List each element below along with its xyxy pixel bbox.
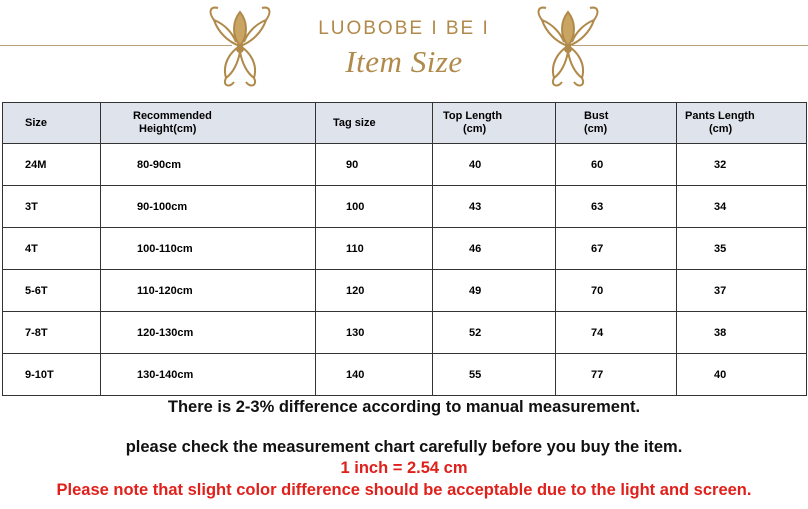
page-title: Item Size xyxy=(345,44,463,79)
check-chart-note: please check the measurement chart carefully before you buy the item. xyxy=(125,438,683,456)
table-row xyxy=(3,354,807,396)
cell-height: 80-90cm xyxy=(101,144,316,186)
column-header-pants-length: Pants Length (cm) xyxy=(677,103,807,144)
table-row xyxy=(3,228,807,270)
cell-tag-size: 90 xyxy=(316,144,433,186)
cell-bust: 77 xyxy=(556,354,677,396)
cell-height: 130-140cm xyxy=(101,354,316,396)
cell-size: 24M xyxy=(3,144,101,186)
cell-top-length: 49 xyxy=(433,270,556,312)
table-row xyxy=(3,270,807,312)
column-header-height: Recommended Height(cm) xyxy=(101,103,316,144)
cell-height: 110-120cm xyxy=(101,270,316,312)
column-header-bust: Bust (cm) xyxy=(556,103,677,144)
cell-bust: 60 xyxy=(556,144,677,186)
cell-tag-size: 100 xyxy=(316,186,433,228)
cell-pants-length: 32 xyxy=(677,144,807,186)
cell-tag-size: 130 xyxy=(316,312,433,354)
cell-height: 120-130cm xyxy=(101,312,316,354)
table-row xyxy=(3,144,807,186)
cell-size: 9-10T xyxy=(3,354,101,396)
cell-tag-size: 120 xyxy=(316,270,433,312)
cell-pants-length: 35 xyxy=(677,228,807,270)
cell-height: 90-100cm xyxy=(101,186,316,228)
cell-pants-length: 37 xyxy=(677,270,807,312)
cell-top-length: 40 xyxy=(433,144,556,186)
column-header-top-length: Top Length (cm) xyxy=(433,103,556,144)
cell-size: 5-6T xyxy=(3,270,101,312)
cell-pants-length: 34 xyxy=(677,186,807,228)
cell-size: 7-8T xyxy=(3,312,101,354)
cell-bust: 63 xyxy=(556,186,677,228)
brand-name: LUOBOBE I BE I xyxy=(318,18,490,39)
color-difference-note: Please note that slight color difference should be acceptable due to the light and screen. xyxy=(56,481,752,499)
column-header-size: Size xyxy=(3,103,101,144)
cell-top-length: 55 xyxy=(433,354,556,396)
measurement-difference-note: There is 2-3% difference according to manual measurement. xyxy=(167,398,641,416)
cell-bust: 74 xyxy=(556,312,677,354)
cell-height: 100-110cm xyxy=(101,228,316,270)
cell-top-length: 46 xyxy=(433,228,556,270)
cell-bust: 70 xyxy=(556,270,677,312)
cell-pants-length: 40 xyxy=(677,354,807,396)
table-row xyxy=(3,186,807,228)
table-header-row xyxy=(3,103,807,144)
cell-tag-size: 110 xyxy=(316,228,433,270)
cell-size: 4T xyxy=(3,228,101,270)
cell-tag-size: 140 xyxy=(316,354,433,396)
cell-bust: 67 xyxy=(556,228,677,270)
header xyxy=(0,0,808,98)
table-row xyxy=(3,312,807,354)
cell-size: 3T xyxy=(3,186,101,228)
cell-top-length: 43 xyxy=(433,186,556,228)
size-chart-table xyxy=(2,102,807,396)
cell-top-length: 52 xyxy=(433,312,556,354)
column-header-tag-size: Tag size xyxy=(316,103,433,144)
inch-conversion-note: 1 inch = 2.54 cm xyxy=(340,459,468,477)
cell-pants-length: 38 xyxy=(677,312,807,354)
